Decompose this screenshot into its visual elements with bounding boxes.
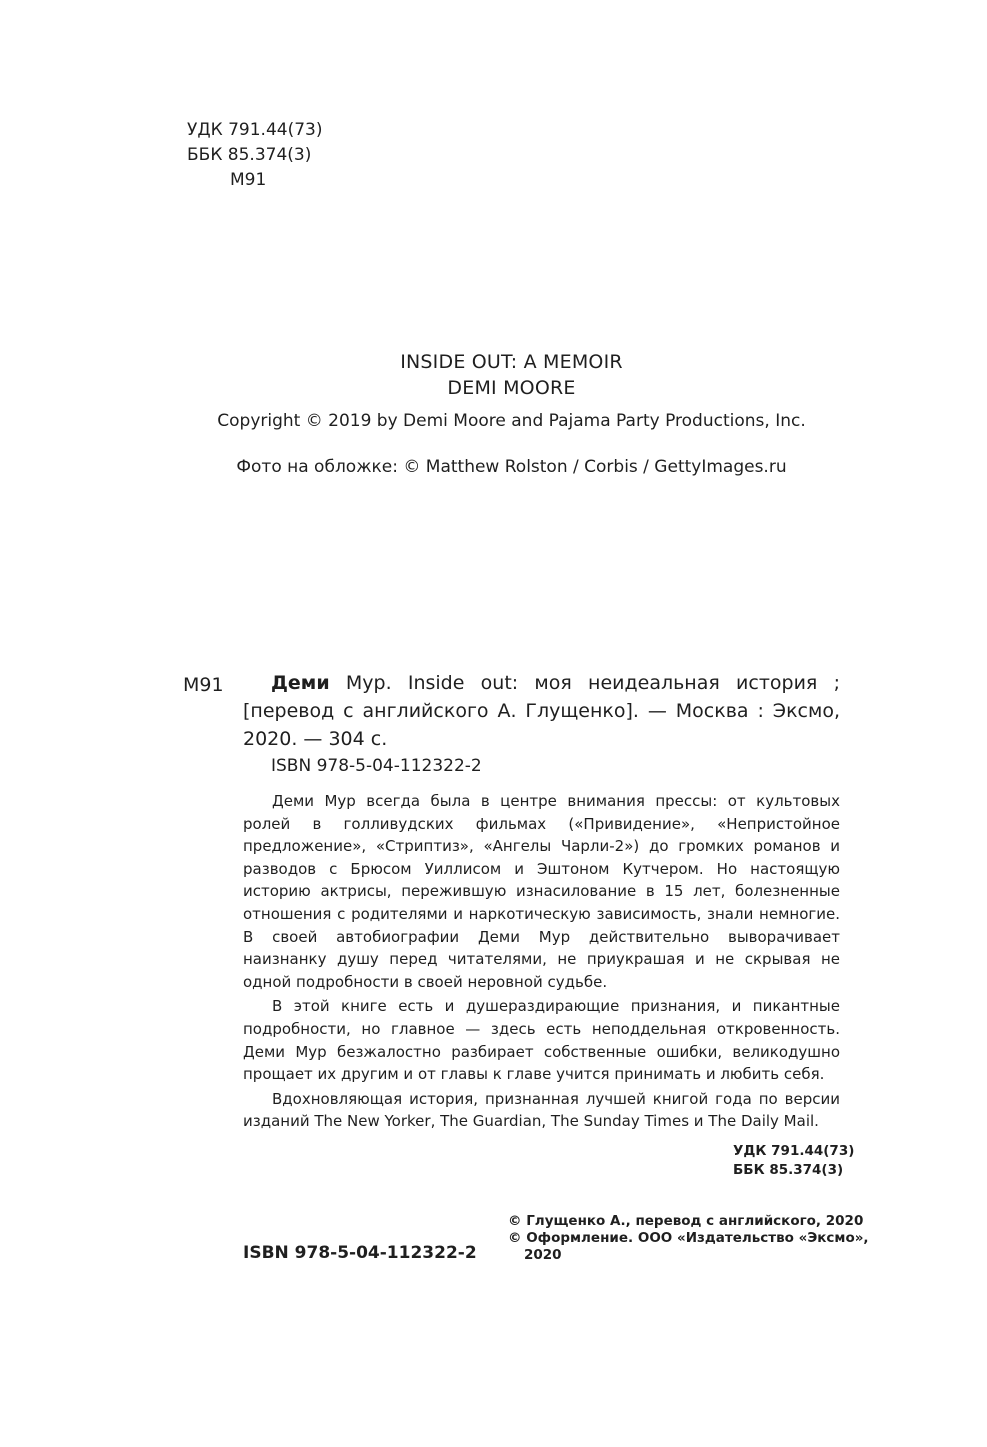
footer-isbn: ISBN 978-5-04-112322-2 <box>243 1243 477 1263</box>
bib-isbn: ISBN 978-5-04-112322-2 <box>271 756 482 776</box>
top-bbk: ББК 85.374(3) <box>187 145 312 165</box>
bib-entry <box>243 669 840 753</box>
abstract-paragraph-2: В этой книге есть и душераздирающие признания, и пикантные подробности, но главное — здесь есть неподдельная откровенность. Деми Мур безжалостно разбирает собственные ошибки, великодушно прощает их другим и от главы к главе учится принимать и любить себя. <box>243 997 840 1084</box>
copyright-design-line1: © Оформление. ООО «Издательство «Эксмо», <box>508 1230 869 1246</box>
abstract <box>243 790 840 1133</box>
bottom-udk: УДК 791.44(73) <box>733 1143 855 1159</box>
original-author: DEMI MOORE <box>447 377 576 399</box>
abstract-paragraph-3: Вдохновляющая история, признанная лучшей книгой года по версии изданий The New Yorker, The Guardian, The Sunday Times и The Daily Mail. <box>243 1089 840 1131</box>
copyright-design-line2: 2020 <box>524 1247 562 1263</box>
bib-author: Деми <box>271 672 330 694</box>
top-classification <box>187 118 323 193</box>
top-udk: УДК 791.44(73) <box>187 120 323 140</box>
abstract-paragraph-1: Деми Мур всегда была в центре внимания прессы: от культовых ролей в голливудских фильмах («Привидение», «Непристойное предложение», «Стриптиз», «Ангелы Чарли-2») до громких романов и разводов с Брюсом Уиллисом и Эштоном Кутчером. Но настоящую историю актрисы, пережившую изнасилование в 15 лет, болезненные отношения с родителями и наркотическую зависимость, знали немногие. В своей автобиографии Деми Мур действительно выворачивает наизнанку душу перед читателями, не приукрашая и не скрывая не одной подробности в своей неровной судьбе. <box>243 792 840 991</box>
top-author-mark: М91 <box>230 170 267 190</box>
copyright-translation: © Глущенко А., перевод с английского, 2020 <box>508 1213 864 1229</box>
bib-mark: М91 <box>183 674 224 696</box>
original-title: INSIDE OUT: A MEMOIR <box>400 351 623 373</box>
original-copyright: Copyright © 2019 by Demi Moore and Pajama Party Productions, Inc. <box>217 411 806 431</box>
footer-copyrights <box>508 1213 869 1264</box>
bottom-bbk: ББК 85.374(3) <box>733 1162 844 1178</box>
cover-photo-credit: Фото на обложке: © Matthew Rolston / Corbis / GettyImages.ru <box>236 457 787 477</box>
bottom-classification <box>733 1142 854 1180</box>
bib-entry-text: Мур. Inside out: моя неидеальная история ; [перевод с английского А. Глущенко]. — Москва : Эксмо, 2020. — 304 с. <box>243 672 840 750</box>
